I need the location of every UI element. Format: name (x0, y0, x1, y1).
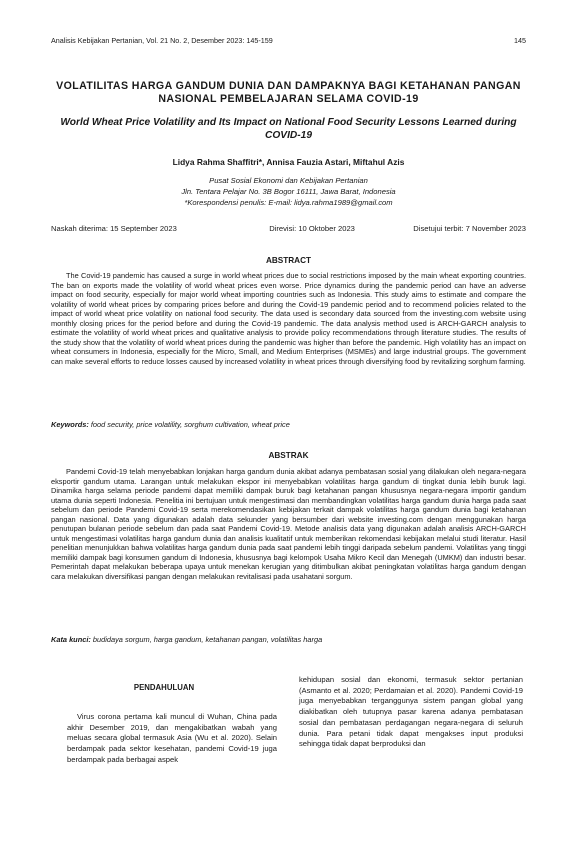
title-block (51, 80, 526, 209)
page-number: 145 (514, 36, 526, 45)
date-accepted: Disetujui terbit: 7 November 2023 (413, 224, 526, 233)
running-header (51, 36, 526, 48)
kata-kunci-line (51, 635, 526, 644)
abstrak-body: Pandemi Covid-19 telah menyebabkan lonjakan harga gandum dunia akibat adanya pembatasan sosial yang dilakukan oleh negara-negara eksportir gandum utama. Larangan untuk melakukan ekspor ini menyebabkan volatilitas harga gandum di tingkat dunia lebih buruk lagi. Dinamika harga selama periode pandemi dapat memiliki dampak buruk bagi ketahanan pangan khususnya negara-negara importir gandum utama dunia seperti Indonesia. Penelitia ini bertujuan untuk mengestimasi dan membandingkan volatilitas harga gandum dunia harga pada saat sebelum dan periode Pandemi Covid-19 serta merekomendasikan kebijakan terkait dampak volatilitas harga gandum dunia bagi ketahanan pangan nasional. Data yang digunakan adalah data sekunder yang bersumber dari website investing.com dengan menggunakan harga penutupan bulanan periode sebelum dan pada saat Pandemi Covid-19. Metode analisis data yang digunakan adalah analisis ARCH-GARCH untuk mengestimasi volatilitas harga gandum dunia dan analisis kualitatif untuk memberikan rekomendasi kebijakan melalui studi literatur. Hasil penelitian menunjukkan bahwa volatilitas harga gandum dunia pada saat pandemi lebih tinggi daripada sebelum pandemi. Volatilitas yang tinggi memiliki dampak bagi konsumen gandum di Indonesia, khususnya bagi kelompok Usaha Mikro Kecil dan Menegah (UMKM) dan industri besar. Pemerintah dapat melakukan beberapa upaya untuk menekan kerugian yang ditimbulkan akibat peningkatan volatilitas harga gandum dengan cara melakukan diversifikasi pangan dengan melakukan revitalisasi pada usahatani sorgum. (51, 467, 526, 582)
date-revised: Direvisi: 10 Oktober 2023 (269, 224, 355, 233)
abstract-heading: ABSTRACT (265, 256, 312, 265)
paper-title-english: World Wheat Price Volatility and Its Impact on National Food Security Lessons Learned during COVID-19 (60, 116, 517, 142)
kata-kunci-label: Kata kunci: (51, 635, 91, 644)
affiliation-institution: Pusat Sosial Ekonomi dan Kebijakan Pertanian (209, 176, 368, 186)
correspondence-email: *Korespondensi penulis: E-mail: lidya.rahma1989@gmail.com (184, 197, 393, 207)
paper-title-indonesian: VOLATILITAS HARGA GANDUM DUNIA DAN DAMPAKNYA BAGI KETAHANAN PANGAN NASIONAL PEMBELAJARAN SELAMA COVID-19 (56, 80, 521, 106)
date-received: Naskah diterima: 15 September 2023 (51, 224, 177, 233)
keywords-label: Keywords: (51, 420, 89, 429)
kata-kunci-list: budidaya sorgum, harga gandum, ketahanan pangan, volatilitas harga (92, 635, 323, 644)
abstrak-heading: ABSTRAK (268, 451, 309, 460)
introduction-left-column: Virus corona pertama kali muncul di Wuhan, China pada akhir Desember 2019, dan mengakibatkan wabah yang meluas secara global termasuk Asia (Wu et al. 2020). Selain berdampak pada sektor kesehatan, pandemi Covid-19 juga berdampak pada berbagai aspek (67, 712, 277, 764)
introduction-heading: PENDAHULUAN (133, 683, 195, 692)
affiliation-address: Jln. Tentara Pelajar No. 3B Bogor 16111, Jawa Barat, Indonesia (181, 187, 396, 197)
keywords-line (51, 420, 526, 429)
affiliation (51, 176, 526, 208)
journal-citation: Analisis Kebijakan Pertanian, Vol. 21 No. 2, Desember 2023: 145-159 (51, 36, 273, 45)
introduction-right-column: kehidupan sosial dan ekonomi, termasuk sektor pertanian (Asmanto et al. 2020; Perdamaian et al. 2020). Pandemi Covid-19 juga menyebabkan terganggunya sistem pangan global yang diakibatkan oleh tutupnya pasar karena adanya pembatasan sosial dan pembatasan perdagangan negara-negara di seluruh dunia. Para petani tidak dapat mengakses input produksi sehingga tidak dapat berproduksi dan (299, 675, 523, 749)
abstract-body: The Covid-19 pandemic has caused a surge in world wheat prices due to social restrictions imposed by the main wheat exporting countries. The ban on exports made the volatility of world wheat prices even worse. Price dynamics during the pandemic period can have an adverse impact on food security, especially for major world wheat importing countries such as Indonesia. This study aims to estimate and compare the volatility of world wheat prices by comparing prices before and during the Covid-19 pandemic period and to recommend policies related to the impact of world wheat price volatility on national food security. The data used is secondary data sourced from the investing.com website using monthly closing prices for the period before and during the Covid-19 pandemic. The data analysis method used is ARCH-GARCH analysis to estimate the volatility of world wheat prices and qualitative analysis to provide policy recommendations through literature studies. The results of the study show that the volatility of world wheat prices during the pandemic was higher than before the pandemic. High volatility has an impact on wheat consumers in Indonesia, especially for the Micro, Small, and Medium Enterprises (MSMEs) and large industrial groups. The government can make several efforts to reduce losses caused by increased volatility in wheat prices through diversifying food by revitalizing sorghum farming. (51, 271, 526, 366)
keywords-list: food security, price volatility, sorghum cultivation, wheat price (90, 420, 290, 429)
article-dates (51, 224, 526, 233)
author-list: Lidya Rahma Shaffitri*, Annisa Fauzia Astari, Miftahul Azis (172, 157, 405, 168)
